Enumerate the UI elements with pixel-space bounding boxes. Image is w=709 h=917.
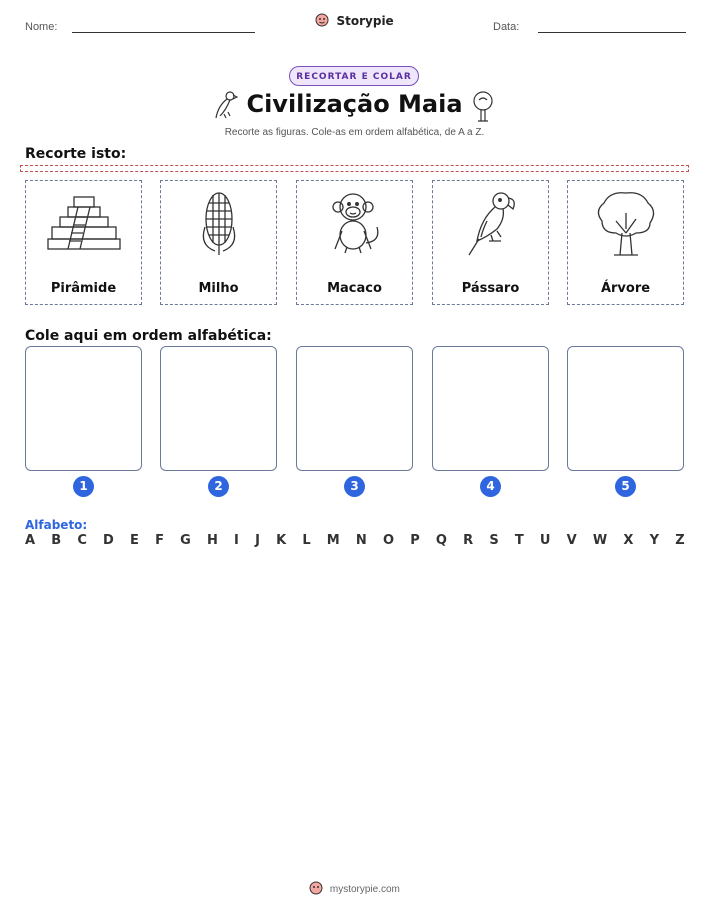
- number-badge-1: 1: [73, 476, 94, 497]
- number-badge-4: 4: [480, 476, 501, 497]
- storypie-logo-icon: [315, 13, 329, 30]
- alphabet-letter: W: [592, 533, 608, 548]
- paste-heading: Cole aqui em ordem alfabética:: [25, 328, 272, 344]
- tree-decoration-icon: [470, 90, 496, 126]
- name-field[interactable]: [72, 32, 255, 33]
- alphabet-letter: J: [255, 533, 260, 548]
- cut-heading: Recorte isto:: [25, 146, 127, 162]
- cut-card-pyramid[interactable]: [25, 180, 142, 305]
- cut-card-parrot[interactable]: [432, 180, 549, 305]
- cut-line: [20, 165, 689, 172]
- footer-url[interactable]: mystorypie.com: [329, 884, 400, 896]
- paste-box-4[interactable]: [432, 346, 549, 471]
- paste-box-1[interactable]: [25, 346, 142, 471]
- corn-icon: [179, 189, 259, 259]
- parrot-icon: [451, 189, 531, 259]
- alphabet-letter: K: [276, 533, 287, 548]
- alphabet-letter: R: [463, 533, 474, 548]
- number-badge-3: 3: [344, 476, 365, 497]
- cut-card-corn[interactable]: [160, 180, 277, 305]
- alphabet-letter: T: [514, 533, 524, 548]
- alphabet-heading: Alfabeto:: [25, 518, 88, 532]
- card-label: Pirâmide: [50, 281, 117, 296]
- cut-card-monkey[interactable]: [296, 180, 413, 305]
- name-label: Nome:: [25, 21, 58, 33]
- date-label: Data:: [493, 21, 520, 33]
- alphabet-letter: U: [539, 533, 551, 548]
- alphabet-letter: S: [489, 533, 499, 548]
- alphabet-letter: E: [130, 533, 139, 548]
- alphabet-letter: B: [51, 533, 62, 548]
- brand-logo: [0, 13, 709, 30]
- date-field[interactable]: [538, 32, 686, 33]
- paste-box-3[interactable]: [296, 346, 413, 471]
- alphabet-letter: Q: [435, 533, 447, 548]
- alphabet-letter: O: [382, 533, 395, 548]
- number-badge-2: 2: [208, 476, 229, 497]
- instructions: Recorte as figuras. Cole-as em ordem alfabética, de A a Z.: [224, 127, 485, 138]
- monkey-icon: [315, 189, 395, 259]
- alphabet-letter: L: [302, 533, 311, 548]
- alphabet-letter: G: [180, 533, 191, 548]
- card-label: Milho: [198, 281, 239, 296]
- alphabet-letter: N: [355, 533, 367, 548]
- alphabet-letter: D: [103, 533, 114, 548]
- card-label: Pássaro: [461, 281, 520, 296]
- number-badge-5: 5: [615, 476, 636, 497]
- card-label: Árvore: [600, 281, 651, 296]
- page-title: Civilização Maia: [246, 90, 463, 118]
- alphabet-letter: Y: [649, 533, 660, 548]
- alphabet-letter: X: [623, 533, 634, 548]
- paste-box-2[interactable]: [160, 346, 277, 471]
- alphabet-letter: P: [410, 533, 420, 548]
- storypie-footer-logo-icon: [309, 881, 323, 898]
- paste-box-5[interactable]: [567, 346, 684, 471]
- activity-badge: RECORTAR E COLAR: [289, 66, 419, 86]
- alphabet-letter: F: [155, 533, 164, 548]
- alphabet-letter: M: [326, 533, 340, 548]
- footer: [0, 881, 709, 898]
- tree-icon: [586, 189, 666, 259]
- alphabet-letter: V: [566, 533, 577, 548]
- card-label: Macaco: [327, 281, 382, 296]
- alphabet-letter: I: [234, 533, 239, 548]
- cut-card-tree[interactable]: [567, 180, 684, 305]
- alphabet-letter: C: [77, 533, 87, 548]
- alphabet-letter: A: [25, 533, 36, 548]
- brand-name: Storypie: [336, 14, 394, 28]
- pyramid-icon: [44, 189, 124, 259]
- alphabet-letter: H: [206, 533, 218, 548]
- alphabet-row: [25, 533, 685, 548]
- alphabet-letter: Z: [675, 533, 685, 548]
